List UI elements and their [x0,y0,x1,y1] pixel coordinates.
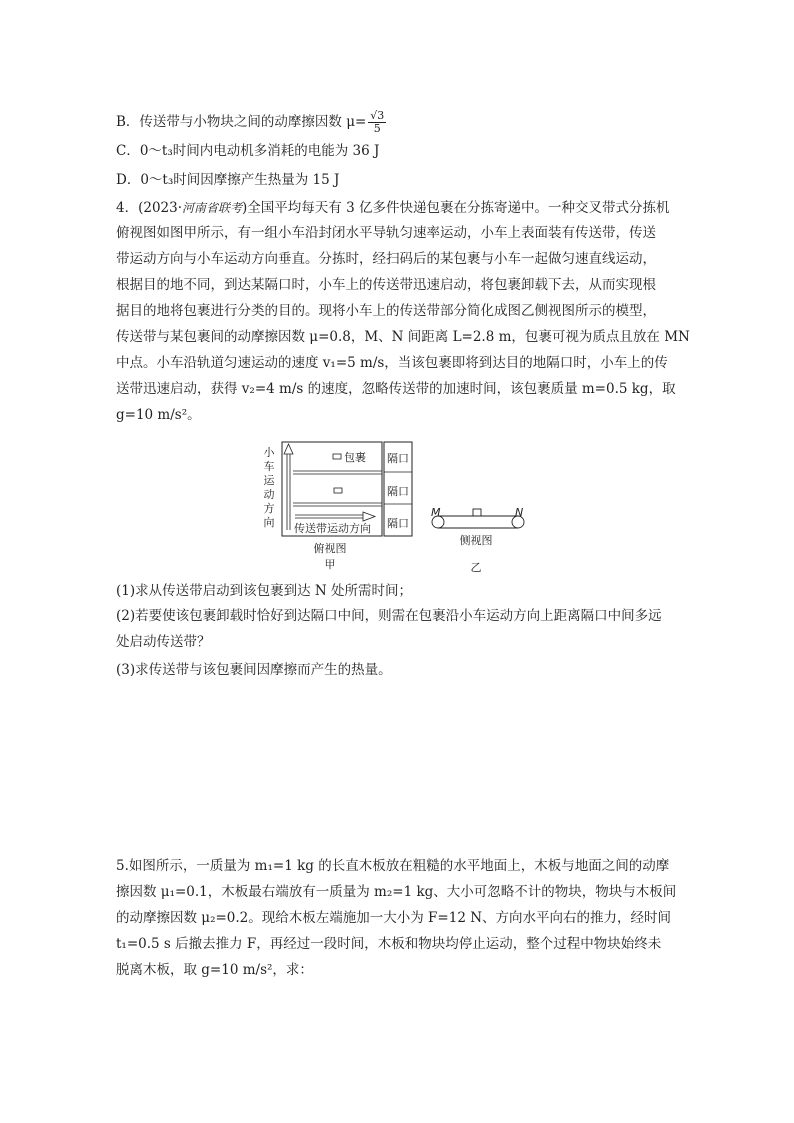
q4-line-1 [116,198,669,218]
top-view-label: 俯视图 [313,542,347,555]
q5-line-3: 的动摩擦因数 μ₂=0.2。现给木板左端施加一大小为 F=12 N、方向水平向右的推力，经时间 [116,910,672,926]
gate-label: 隔口 [387,485,409,498]
gate-label: 隔口 [387,517,409,530]
package-box [333,454,341,459]
q4-source: 河南省联考 [182,201,243,215]
q4-line-2: 俯视图如图甲所示，有一组小车沿封闭水平导轨匀速率运动，小车上表面装有传送带，传送 [116,225,656,241]
figure-yi-label: 乙 [470,561,482,574]
q4-line-7: 中点。小车沿轨道匀速运动的速度 v₁=5 m/s，当该包裹即将到达目的地隔口时，小车上的传 [116,355,668,371]
vlabel-char: 车 [263,460,275,473]
option-d: D．0～t₃时间因摩擦产生热量为 15 J [116,172,340,188]
q4-line-8: 送带迅速启动，获得 v₂=4 m/s 的速度，忽略传送带的加速时间，该包裹质量 m=0.5 kg，取 [116,381,676,397]
direction-arrow-head [284,444,293,454]
side-package [473,509,481,516]
q5-line-5: 脱离木板，取 g=10 m/s²，求： [116,962,313,978]
belt-arrow-head [363,512,375,521]
q4-line-4: 根据目的地不同，到达某隔口时，小车上的传送带迅速启动，将包裹卸载下去，从而实现根 [116,277,656,293]
vlabel-char: 小 [263,446,275,459]
option-b-text: B．传送带与小物块之间的动摩擦因数 μ= [116,114,367,130]
figure-jia-label: 甲 [324,558,336,571]
q4-line-9: g=10 m/s²。 [116,407,201,423]
vlabel-char: 运 [263,474,275,487]
vlabel-char: 动 [263,488,275,501]
q4-line-1-text: )全国平均每天有 3 亿多件快递包裹在分拣寄递中。一种交叉带式分拣机 [242,200,670,216]
side-view-label: 侧视图 [459,534,493,547]
vlabel-char: 向 [263,516,275,529]
q4-line-3: 带运动方向与小车运动方向垂直。分拣时，经扫码后的某包裹与小车一起做匀速直线运动， [116,251,656,267]
q4-sub-2b: 处启动传送带？ [116,634,211,650]
q5-line-1: 5.如图所示，一质量为 m₁=1 kg 的长直木板放在粗糙的水平地面上，木板与地面之间的动摩 [116,858,670,874]
package-label: 包裹 [344,451,366,464]
fraction-denominator: 5 [373,122,381,135]
gate-label: 隔口 [387,452,409,465]
q4-line-5: 据目的地将包裹进行分类的目的。现将小车上的传送带部分简化成图乙侧视图所示的模型， [116,303,656,319]
q4-number: 4．(2023· [116,200,183,216]
option-b [116,110,386,135]
q4-sub-1: (1)求从传送带启动到该包裹到达 N 处所需时间； [116,583,413,599]
q4-sub-3: (3)求传送带与该包裹间因摩擦而产生的热量。 [116,662,392,678]
belt-label: 传送带运动方向 [294,522,371,535]
figure-sorter [255,440,545,575]
option-c: C．0～t₃时间内电动机多消耗的电能为 36 J [116,143,380,159]
q4-line-6: 传送带与某包裹间的动摩擦因数 μ=0.8，M、N 间距离 L=2.8 m，包裹可视为质点且放在 MN [116,329,690,345]
q5-line-2: 擦因数 μ₁=0.1，木板最右端放有一质量为 m₂=1 kg、大小可忽略不计的物块，物块与木板间 [116,884,677,900]
q5-line-4: t₁=0.5 s 后撤去推力 F，再经过一段时间，木板和物块均停止运动，整个过程中物块始终未 [116,936,662,952]
package-box [334,488,342,493]
point-n-label: N [515,506,524,519]
vlabel-char: 方 [263,502,275,515]
fraction-numerator: √3 [370,109,385,122]
point-m-label: M [431,506,441,519]
figure-svg [255,440,545,575]
fraction [368,110,386,135]
q4-sub-2a: (2)若要使该包裹卸载时恰好到达隔口中间，则需在包裹沿小车运动方向上距离隔口中间多远 [116,608,662,624]
